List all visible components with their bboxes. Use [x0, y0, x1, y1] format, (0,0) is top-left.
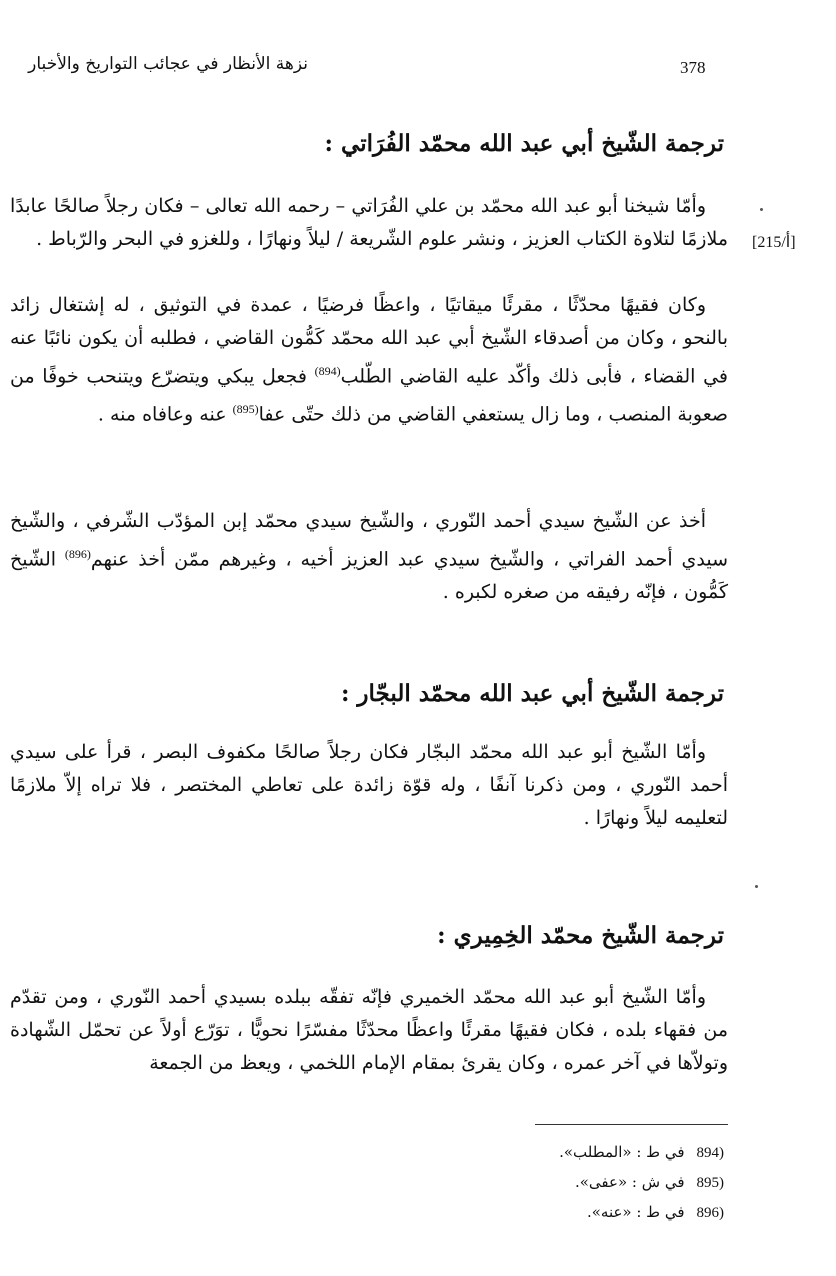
section-heading-furati: ترجمة الشّيخ أبي عبد الله محمّد الفُرَاتي :	[324, 130, 724, 157]
footnote-ref-896[interactable]: (896)	[64, 547, 91, 561]
paragraph-text: الشّيخ كَمُّون ، فإنّه رفيقه من صغره لكبره .	[10, 548, 728, 604]
margin-note: [215/أ]	[752, 234, 796, 251]
section-heading-khumiri: ترجمة الشّيخ محمّد الخِمِيري :	[437, 922, 724, 949]
paragraph-khumiri-1	[10, 981, 728, 1080]
footnote-894	[559, 1138, 724, 1168]
paragraph-text: وأمّا الشّيخ أبو عبد الله محمّد البجّار فكان رجلاً صالحًا مكفوف البصر ، قرأ على سيدي أحمد النّوري ، ومن ذكرنا آنفًا ، وله قوّة زائدة على تعاطي المختصر ، فلا تراه إلاّ ملازمًا لتعليمه ليلاً ونهارًا .	[10, 741, 728, 829]
footnote-number: (895	[696, 1175, 724, 1191]
footnote-rule	[535, 1124, 728, 1125]
paragraph-text: أخذ عن الشّيخ سيدي أحمد النّوري ، والشّيخ سيدي محمّد إبن المؤدّب الشّرفي ، والشّيخ سيدي أحمد الفراتي ، والشّيخ سيدي عبد العزيز أخيه ، وغيرهم ممّن أخذ عنهم	[10, 510, 728, 571]
footnote-text: في ط : «عنه».	[586, 1203, 685, 1221]
footnotes	[559, 1138, 724, 1228]
paragraph-bajjar-1	[10, 736, 728, 835]
footnote-896	[559, 1198, 724, 1228]
paragraph-text: وأمّا شيخنا أبو عبد الله محمّد بن علي الفُرَاتي – رحمه الله تعالى – فكان رجلاً صالحًا عابدًا ملازمًا لتلاوة الكتاب العزيز ، ونشر علوم الشّريعة / ليلاً ونهارًا ، وللغزو في البحر والرّباط .	[10, 195, 728, 250]
page-number: 378	[680, 58, 706, 77]
paragraph-text: عنه وعافاه منه .	[97, 403, 233, 426]
footnote-ref-894[interactable]: (894)	[314, 364, 341, 378]
page-speck	[760, 208, 763, 211]
page-speck	[755, 885, 758, 888]
paragraph-text: وكان فقيهًا محدّثًا ، مقرئًا ميقاتيًا ، واعظًا فرضيًا ، عمدة في التوثيق ، له إشتغال زائد بالنحو ، وكان من أصدقاء الشّيخ أبي عبد الله محمّد كَمُّون القاضي ، فطلبه أن يكون نائبًا عنه في القضاء ، فأبى ذلك وأكّد عليه القاضي الطّلب	[10, 294, 728, 388]
footnote-number: (894	[696, 1145, 724, 1161]
footnote-text: في ط : «المطلب».	[559, 1143, 685, 1161]
footnote-text: في ش : «عفى».	[574, 1173, 685, 1191]
section-heading-bajjar: ترجمة الشّيخ أبي عبد الله محمّد البجّار :	[340, 680, 724, 707]
paragraph-text: وأمّا الشّيخ أبو عبد الله محمّد الخميري فإنّه تفقّه ببلده بسيدي أحمد النّوري ، ومن تقدّم من فقهاء بلده ، فكان فقيهًا مقرئًا واعظًا محدّثًا مفسّرًا نحويًّا ، توَرّع أولاً عن تحمّل الشّهادة وتولاّها في آخر عمره ، وكان يقرئ بمقام الإمام اللخمي ، ويعظ من الجمعة	[10, 986, 728, 1074]
running-title: نزهة الأنظار في عجائب التواريخ والأخبار	[28, 54, 308, 74]
paragraph-furati-2	[10, 289, 728, 432]
footnote-895	[559, 1168, 724, 1198]
paragraph-text: فجعل يبكي ويتضرّع ويتنحب خوفًا من صعوبة المنصب ، وما زال يستعفي القاضي من ذلك حتّى عفا	[10, 365, 728, 426]
paragraph-furati-1	[10, 190, 728, 256]
footnote-number: (896	[696, 1205, 724, 1221]
footnote-ref-895[interactable]: (895)	[232, 402, 259, 417]
paragraph-furati-3	[10, 505, 728, 609]
